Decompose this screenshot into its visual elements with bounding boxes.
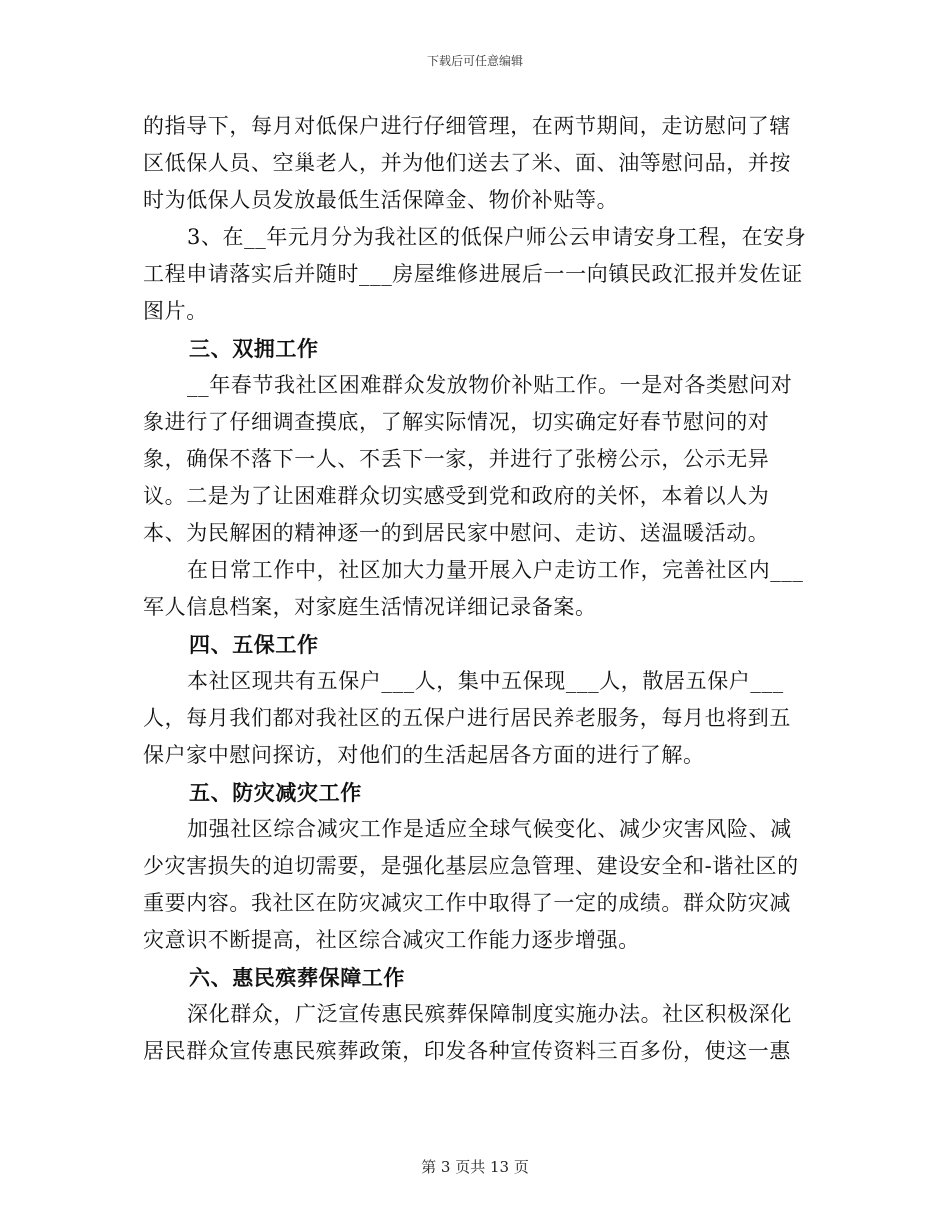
section-heading-funeral-benefit: 六、惠民殡葬保障工作 [189, 965, 405, 990]
paragraph-disaster-prevention: 加强社区综合减灾工作是适应全球气候变化、减少灾害风险、减少灾害损失的迫切需要，是强化基层应急管理、建设安全和-谐社区的重要内容。我社区在防灾减灾工作中取得了一定的成绩。群众防灾减灾意识不断提高，社区综合减灾工作能力逐步增强。 [143, 817, 799, 952]
section-heading-military-support: 三、双拥工作 [189, 336, 319, 361]
section-heading-disaster-prevention: 五、防灾减灾工作 [189, 780, 362, 805]
paragraph-funeral-benefit: 深化群众，广泛宣传惠民殡葬保障制度实施办法。社区积极深化居民群众宣传惠民殡葬政策，印发各种宣传资料三百多份，使这一惠 [143, 1002, 792, 1063]
section-heading-five-guarantees: 四、五保工作 [189, 632, 319, 657]
paragraph-five-guarantees: 本社区现共有五保户___人，集中五保现___人，散居五保户___人，每月我们都对我社区的五保户进行居民养老服务，每月也将到五保户家中慰问探访，对他们的生活起居各方面的进行了解。 [143, 669, 791, 767]
paragraph-housing-project: 3、在__年元月分为我社区的低保户师公云申请安身工程，在安身工程申请落实后并随时___房屋维修进展后一一向镇民政汇报并发佐证图片。 [143, 225, 807, 323]
page-number-footer: 第 3 页共 13 页 [421, 1158, 529, 1176]
paragraph-low-income-guidance: 的指导下，每月对低保户进行仔细管理，在两节期间，走访慰问了辖区低保人员、空巢老人，并为他们送去了米、面、油等慰问品，并按时为低保人员发放最低生活保障金、物价补贴等。 [143, 114, 791, 212]
paragraph-household-visits: 在日常工作中，社区加大力量开展入户走访工作，完善社区内___军人信息档案，对家庭生活情况详细记录备案。 [143, 558, 804, 619]
document-body [143, 108, 808, 1070]
paragraph-spring-festival-subsidy: __年春节我社区困难群众发放物价补贴工作。一是对各类慰问对象进行了仔细调查摸底，了解实际情况，切实确定好春节慰问的对象，确保不落下一人、不丢下一家，并进行了张榜公示，公示无异议。二是为了让困难群众切实感受到党和政府的关怀，本着以人为本、为民解困的精神逐一的到居民家中慰问、走访、送温暖活动。 [143, 373, 793, 545]
page-header: 下载后可任意编辑 [426, 54, 523, 68]
